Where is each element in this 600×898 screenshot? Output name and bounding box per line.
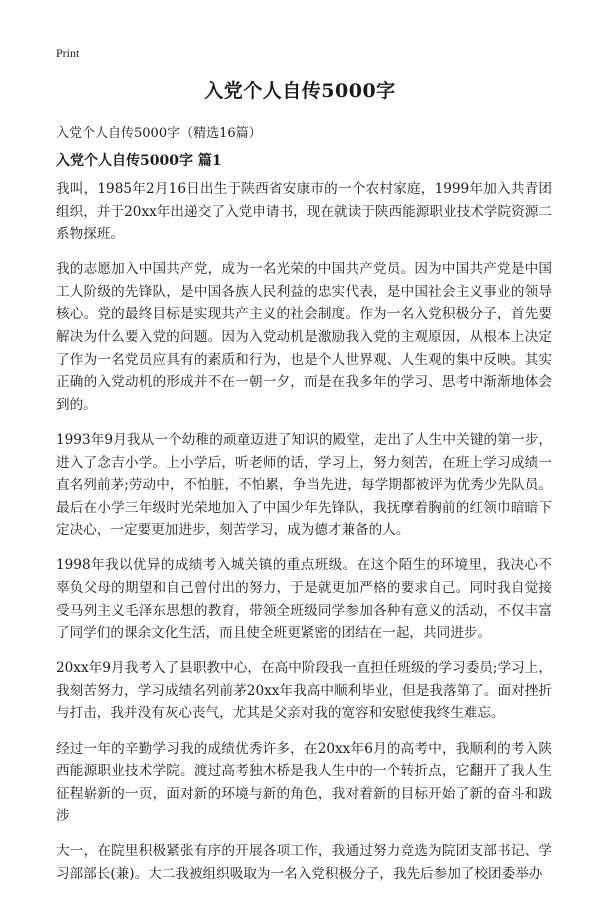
body-paragraph: 1998年我以优异的成绩考入城关镇的重点班级。在这个陌生的环境里，我决心不辜负父母的期望和自己曾付出的努力，于是就更加严格的要求自己。同时我自觉接受马列主义毛泽东思想的教育，带领全班级同学参加各种有意义的活动，不仅丰富了同学们的课余文化生活，而且使全班更紧密的团结在一起，共同进步。 <box>56 557 552 642</box>
body-paragraph: 我叫，1985年2月16日出生于陕西省安康市的一个农村家庭，1999年加入共青团组织，并于20xx年出递交了入党申请书，现在就读于陕西能源职业技术学院资源二系物探班。 <box>56 181 552 243</box>
body-paragraph: 1993年9月我从一个幼稚的顽童迈进了知识的殿堂，走出了人生中关键的第一步，进入了念吉小学。上小学后，听老师的话，学习上，努力刻苦，在班上学习成绩一直名列前茅;劳动中，不怕脏，不怕累，争当先进，每学期都被评为优秀少先队员。最后在小学三年级时光荣地加入了中国少年先锋队，我抚摩着胸前的红领巾暗暗下定决心，一定要更加进步，刻苦学习，成为德才兼备的人。 <box>56 431 552 539</box>
document-body <box>56 178 552 898</box>
body-paragraph: 经过一年的辛勤学习我的成绩优秀许多，在20xx年6月的高考中，我顺利的考入陕西能源职业技术学院。渡过高考独木桥是我人生中的一个转折点，它翻开了我人生征程崭新的一页，面对新的环境与新的角色，我对着新的目标开始了新的奋斗和跋涉 <box>56 740 552 825</box>
body-paragraph: 20xx年9月我考入了县职教中心，在高中阶段我一直担任班级的学习委员;学习上，我刻苦努力，学习成绩名列前茅20xx年我高中顺利毕业，但是我落第了。面对挫折与打击，我并没有灰心丧气，尤其是父亲对我的宽容和安慰使我终生难忘。 <box>56 660 552 722</box>
document-subtitle: 入党个人自传5000字（精选16篇） <box>56 126 262 141</box>
body-paragraph: 我的志愿加入中国共产党，成为一名光荣的中国共产党员。因为中国共产党是中国工人阶级的先锋队，是中国各族人民利益的忠实代表，是中国社会主义事业的领导核心。党的最终目标是实现共产主义的社会制度。作为一名入党积极分子，首先要解决为什么要入党的问题。因为入党动机是激励我入党的主观原因，从根本上决定了作为一名党员应具有的素质和行为，也是个人世界观、人生观的集中反映。其实正确的入党动机的形成并不在一朝一夕，而是在我多年的学习、思考中渐渐地体会到的。 <box>56 261 552 413</box>
body-paragraph: 大一，在院里积极紧张有序的开展各项工作，我通过努力竞选为院团支部书记、学习部部长(兼)。大二我被组织吸取为一名入党积极分子，我先后参加了校团委举办 <box>56 843 552 883</box>
section-heading: 入党个人自传5000字 篇1 <box>56 153 222 169</box>
document-title: 入党个人自传5000字 <box>204 80 396 102</box>
print-link[interactable]: Print <box>56 46 80 60</box>
